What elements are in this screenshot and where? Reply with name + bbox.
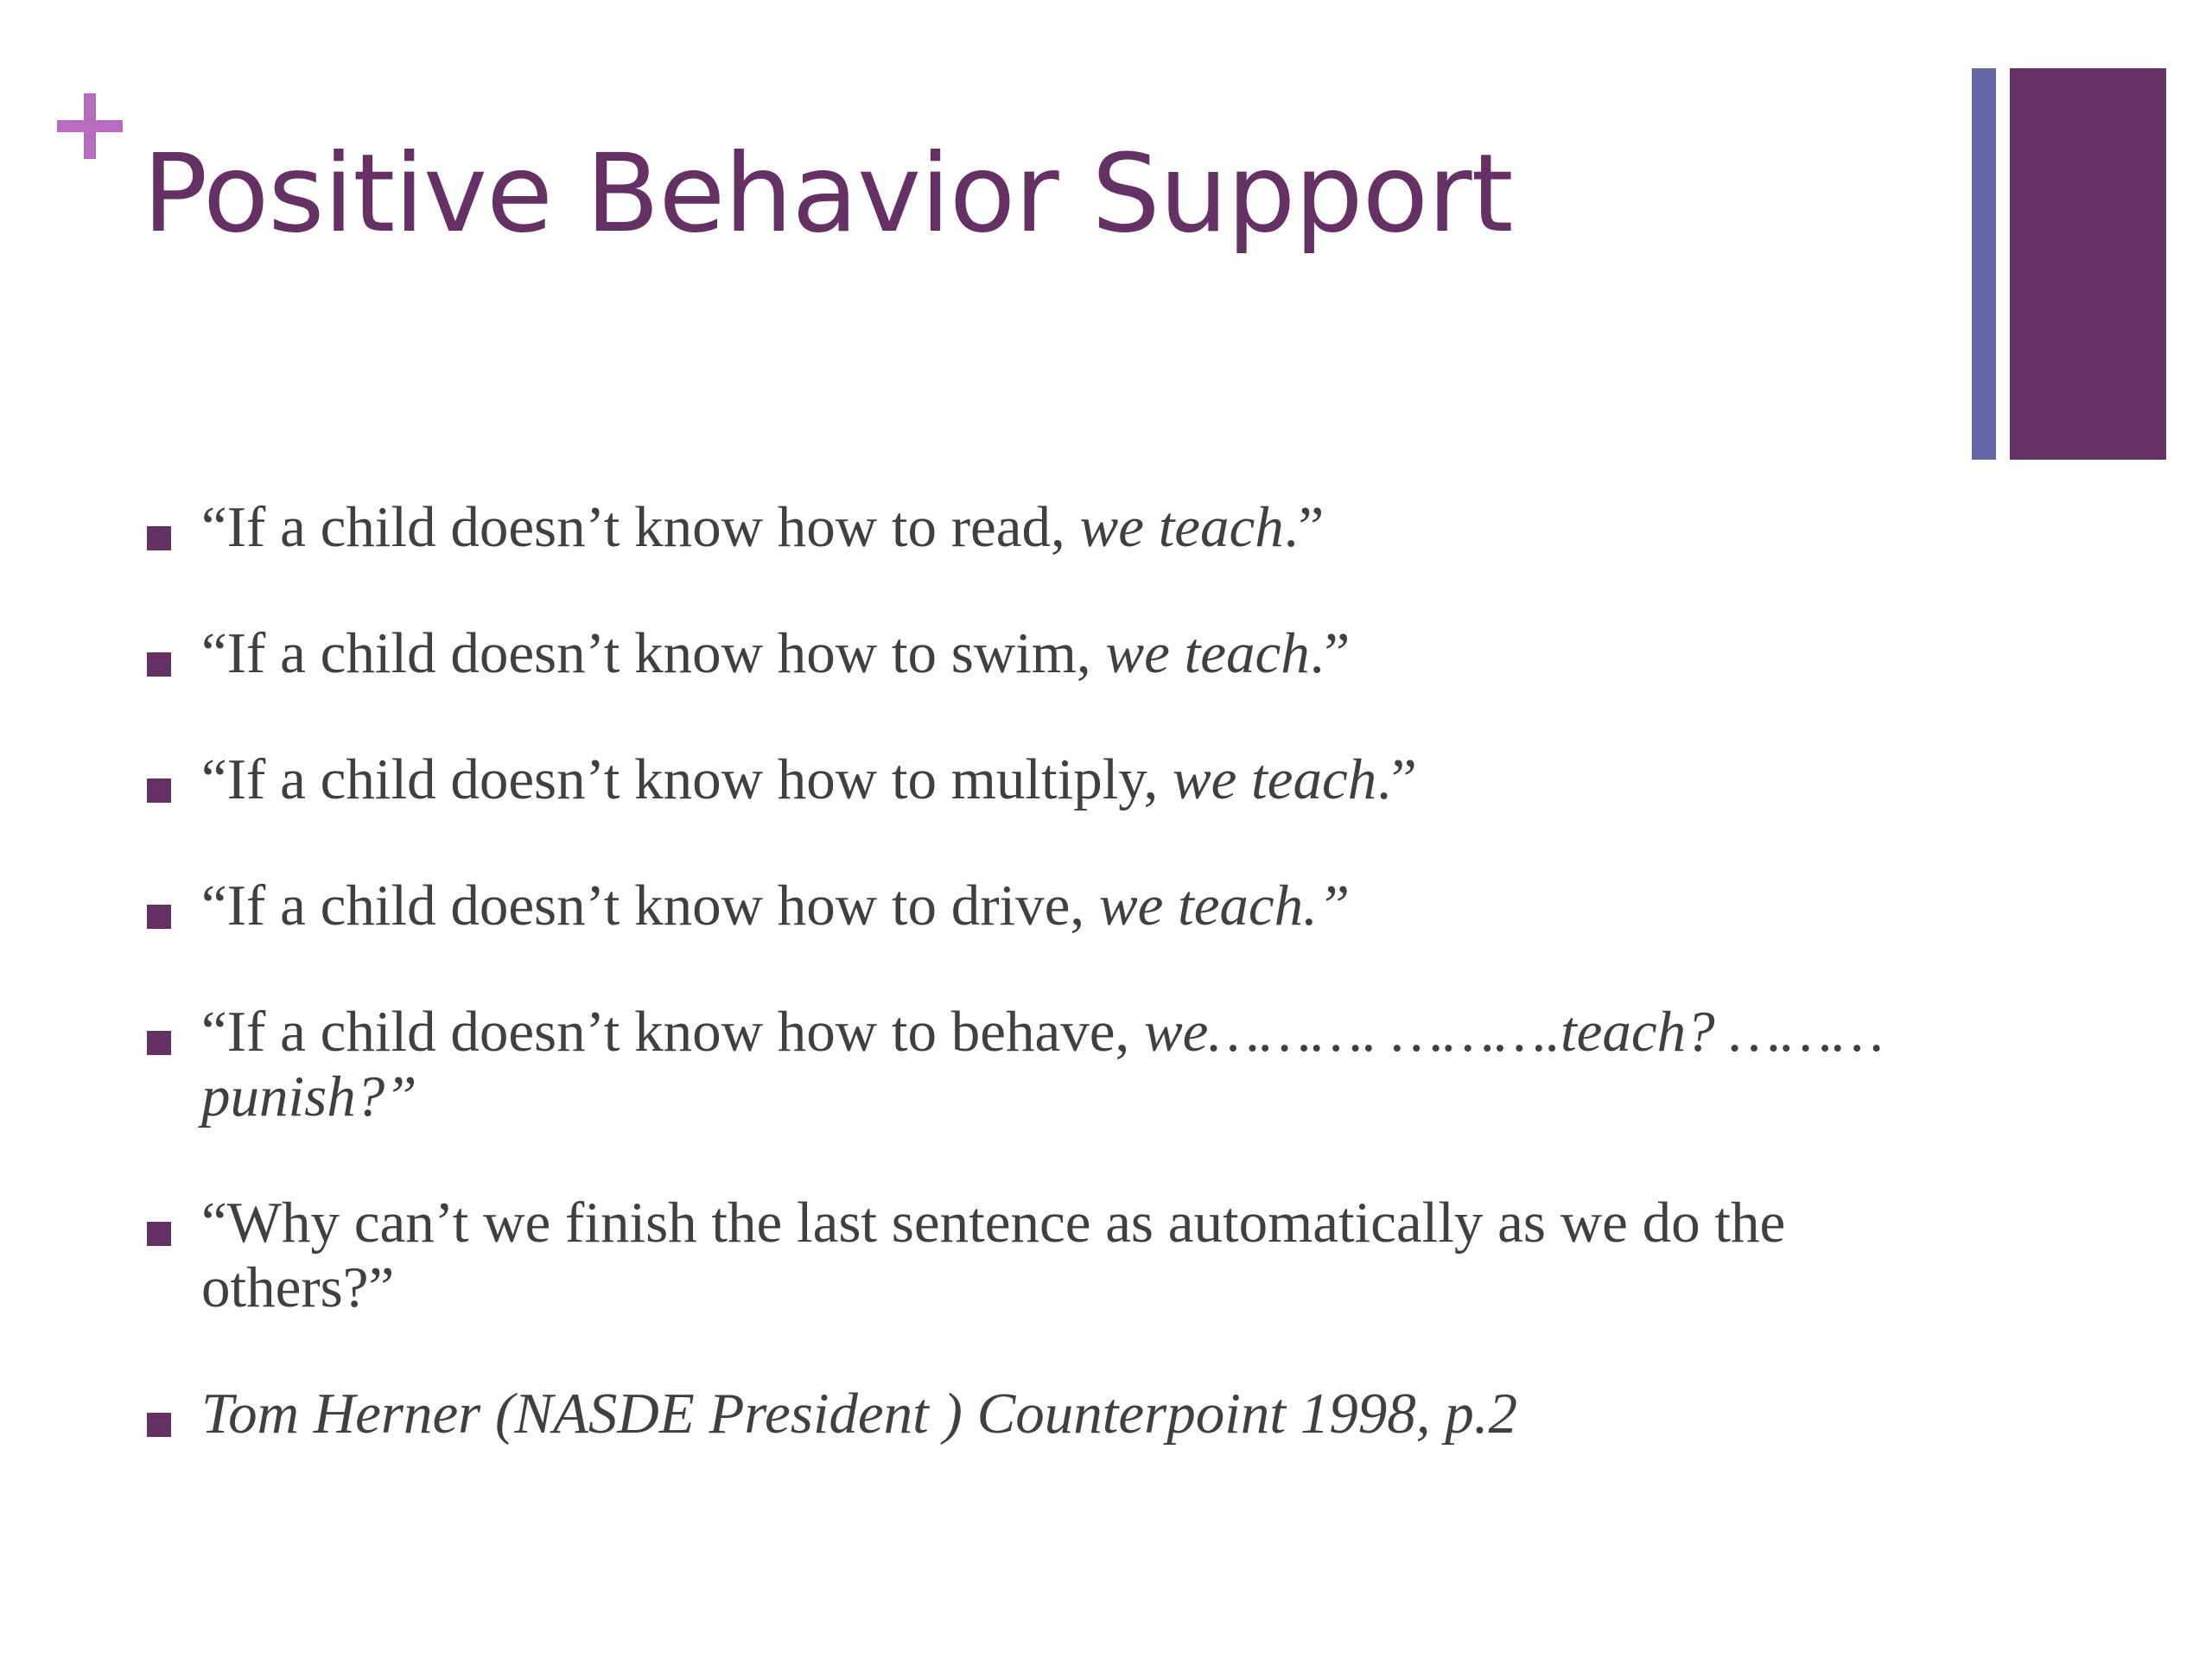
bullet-text: “If a child doesn’t know how to behave, — [201, 1000, 1144, 1064]
bullet-square-icon — [147, 1031, 171, 1055]
bullet-item-citation — [147, 1382, 1987, 1446]
decorative-bar-thin — [1972, 68, 1996, 460]
bullet-text: “If a child doesn’t know how to read, — [201, 495, 1080, 559]
bullet-text: “If a child doesn’t know how to swim, — [201, 621, 1106, 685]
bullet-italic-text: we teach — [1105, 621, 1310, 685]
bullet-square-icon — [147, 1413, 171, 1437]
bullet-text-end: .” — [1376, 747, 1417, 811]
bullet-item — [147, 1191, 1987, 1320]
bullet-italic-text: we teach.” — [1098, 874, 1351, 938]
bullet-italic-text: we teach — [1079, 495, 1284, 559]
bullet-item — [147, 874, 1987, 938]
bullet-text: “Why can’t we finish the last sentence as automatically as we do the others?” — [201, 1191, 1786, 1319]
bullet-item — [147, 1000, 1987, 1129]
decorative-bar-thick — [2010, 68, 2166, 460]
bullet-item — [147, 495, 1987, 560]
bullet-square-icon — [147, 652, 171, 677]
bullet-text: “If a child doesn’t know how to drive, — [201, 874, 1099, 938]
bullet-square-icon — [147, 526, 171, 550]
bullet-text-end: .” — [1309, 621, 1351, 685]
bullet-item — [147, 621, 1987, 686]
bullet-italic-text: we teach — [1172, 747, 1377, 811]
bullet-text: “If a child doesn’t know how to multiply, — [201, 747, 1173, 811]
bullet-square-icon — [147, 905, 171, 929]
bullet-square-icon — [147, 1222, 171, 1246]
bullet-list — [147, 484, 1987, 1446]
bullet-text-end: .” — [1283, 495, 1325, 559]
slide-title: Positive Behavior Support — [143, 131, 1513, 257]
citation-text: Tom Herner (NASDE President ) Counterpoint 1998, p.2 — [201, 1382, 1517, 1446]
bullet-italic-text: we………. ……….teach? ………punish?” — [201, 1000, 1885, 1128]
plus-icon — [57, 93, 123, 159]
bullet-item — [147, 747, 1987, 812]
bullet-square-icon — [147, 779, 171, 803]
